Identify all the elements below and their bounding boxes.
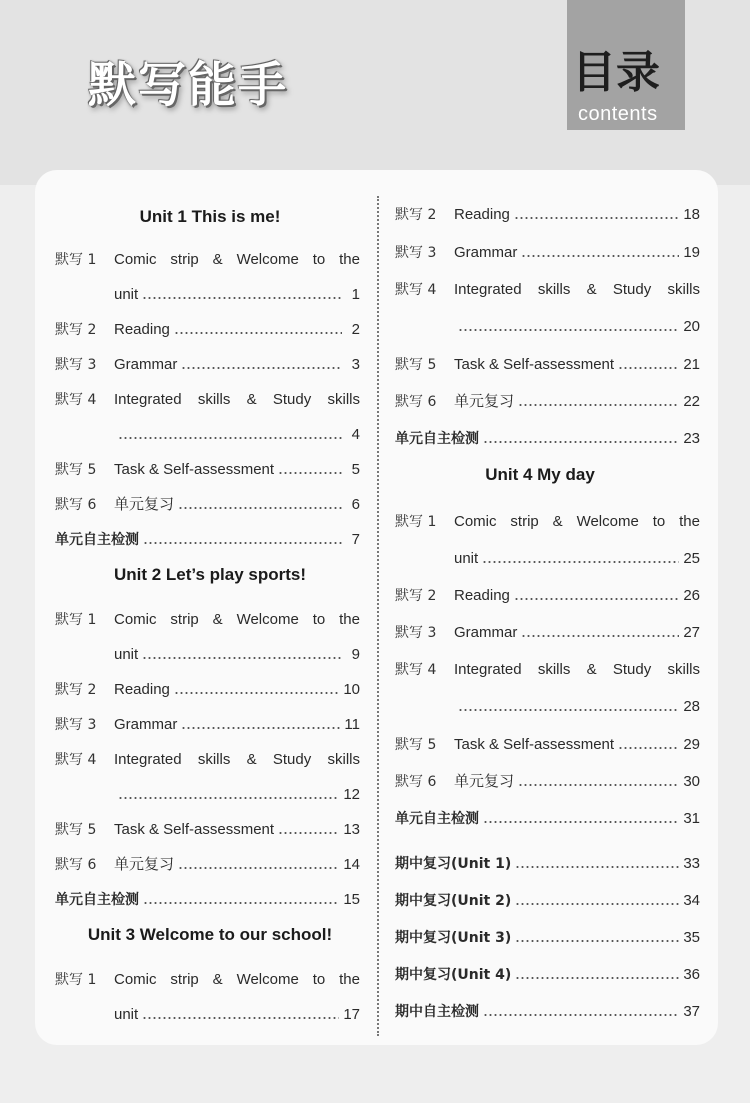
page-number: 31 [683,810,700,827]
toc-entry[interactable] [395,997,700,1027]
dot-leader [118,797,339,799]
page-number: 2 [351,321,360,338]
toc-entry[interactable] [395,960,700,990]
dot-leader [515,977,679,979]
page-number: 1 [351,286,360,303]
page-number: 3 [351,356,360,373]
exercise-number: 默写 2 [55,322,97,338]
entry-title: Integrated skills & Study skills [114,391,360,408]
page-number: 23 [683,430,700,447]
toc-entry[interactable] [114,280,360,310]
page-number: 28 [683,698,700,715]
unit-heading: Unit 1 This is me! [139,207,281,226]
page-number: 20 [683,318,700,335]
dot-leader [521,255,679,257]
toc-subtitle: contents [578,103,658,125]
toc-entry[interactable] [454,544,700,574]
column-divider [377,196,379,1036]
toc-entry[interactable] [454,312,700,342]
toc-entry[interactable] [114,640,360,670]
dot-leader [518,784,679,786]
entry-title: Reading [454,206,510,223]
page-number: 14 [343,856,360,873]
page-number: 36 [683,966,700,983]
exercise-number: 默写 5 [395,737,437,753]
exercise-number: 默写 1 [395,514,437,530]
page-number: 29 [683,736,700,753]
toc-entry[interactable] [395,804,700,834]
toc-entry[interactable] [395,581,700,611]
dot-leader [518,404,679,406]
exercise-number: 默写 6 [395,774,437,790]
dot-leader [482,561,679,563]
exercise-number: 默写 3 [55,357,97,373]
entry-title: Grammar [454,624,518,641]
dot-leader [618,747,679,749]
exercise-number: 默写 2 [395,207,437,223]
entry-title: unit [114,286,139,303]
toc-entry[interactable] [55,965,360,995]
entry-title: Integrated skills & Study skills [454,661,700,678]
entry-title: Comic strip & Welcome to the [114,611,360,628]
toc-entry[interactable] [395,424,700,454]
toc-entry[interactable] [55,850,360,880]
unit-heading: Unit 4 My day [485,465,595,484]
dot-leader [483,441,679,443]
toc-entry[interactable] [114,1000,360,1030]
dot-leader [483,821,679,823]
exercise-number: 默写 2 [395,588,437,604]
entry-title: Comic strip & Welcome to the [114,251,360,268]
toc-entry[interactable] [55,745,360,775]
page-number: 5 [351,461,360,478]
dot-leader [278,472,342,474]
entry-title: Reading [114,321,170,338]
page-number: 7 [351,531,360,548]
entry-title: 单元复习 [114,856,175,873]
entry-title: Reading [454,587,510,604]
toc-entry[interactable] [114,780,360,810]
entry-title: Task & Self-assessment [114,461,275,478]
page-number: 19 [683,244,700,261]
dot-leader [142,657,342,659]
toc-entry[interactable] [395,767,700,797]
entry-title: 单元复习 [454,393,515,410]
toc-entry[interactable] [55,315,360,345]
entry-title: unit [454,550,479,567]
entry-title: Task & Self-assessment [454,356,615,373]
page-number: 17 [343,1006,360,1023]
dot-leader [458,709,679,711]
toc-entry[interactable] [55,245,360,275]
page-number: 26 [683,587,700,604]
page-number: 4 [351,426,360,443]
entry-title: 单元复习 [454,773,515,790]
toc-entry[interactable] [395,618,700,648]
toc-entry[interactable] [395,200,700,230]
page-number: 13 [343,821,360,838]
page-number: 30 [683,773,700,790]
exercise-number: 默写 4 [55,392,97,408]
toc-title: 目录 [572,47,660,98]
dot-leader [178,867,339,869]
entry-title: 单元自主检测 [395,431,479,447]
entry-title: Grammar [114,356,178,373]
toc-entry[interactable] [55,350,360,380]
toc-entry[interactable] [395,849,700,879]
dot-leader [521,635,679,637]
toc-entry[interactable] [55,605,360,635]
page-number: 21 [683,356,700,373]
entry-title: Integrated skills & Study skills [114,751,360,768]
dot-leader [514,598,679,600]
toc-entry[interactable] [395,350,700,380]
unit-heading: Unit 3 Welcome to our school! [87,925,333,944]
dot-leader [142,1017,339,1019]
page-number: 10 [343,681,360,698]
dot-leader [174,332,342,334]
entry-title: 单元自主检测 [55,892,139,908]
exercise-number: 默写 6 [55,857,97,873]
brand-title: 默写能手 [88,57,289,113]
dot-leader [174,692,339,694]
dot-leader [143,542,342,544]
dot-leader [278,832,339,834]
toc-entry[interactable] [55,710,360,740]
entry-title: Task & Self-assessment [114,821,275,838]
exercise-number: 默写 5 [395,357,437,373]
page-number: 25 [683,550,700,567]
exercise-number: 默写 2 [55,682,97,698]
toc-entry[interactable] [55,885,360,915]
page-number: 22 [683,393,700,410]
toc-entry[interactable] [395,507,700,537]
entry-title: Comic strip & Welcome to the [114,971,360,988]
toc-entry[interactable] [395,238,700,268]
exercise-number: 默写 5 [55,462,97,478]
dot-leader [181,367,342,369]
exercise-number: 默写 5 [55,822,97,838]
dot-leader [118,437,342,439]
dot-leader [515,940,679,942]
exercise-number: 默写 6 [55,497,97,513]
entry-title: 期中复习(Unit 2) [395,893,512,909]
entry-title: 期中复习(Unit 4) [395,967,512,983]
entry-title: 期中复习(Unit 1) [395,856,512,872]
page-number: 34 [683,892,700,909]
page-number: 12 [343,786,360,803]
dot-leader [618,367,679,369]
toc-entry[interactable] [395,886,700,916]
page-number: 6 [351,496,360,513]
toc-entry[interactable] [55,815,360,845]
toc-entry[interactable] [55,490,360,520]
toc-entry[interactable] [114,420,360,450]
entry-title: Integrated skills & Study skills [454,281,700,298]
toc-entry[interactable] [395,275,700,305]
exercise-number: 默写 3 [395,245,437,261]
toc-entry[interactable] [55,525,360,555]
entry-title: 期中复习(Unit 3) [395,930,512,946]
dot-leader [514,217,679,219]
dot-leader [143,902,339,904]
unit-heading: Unit 2 Let’s play sports! [113,565,307,584]
toc-entry[interactable] [395,923,700,953]
dot-leader [483,1014,679,1016]
exercise-number: 默写 4 [395,282,437,298]
toc-entry[interactable] [395,387,700,417]
entry-title: Grammar [114,716,178,733]
exercise-number: 默写 6 [395,394,437,410]
toc-entry[interactable] [55,675,360,705]
toc-entry[interactable] [55,455,360,485]
exercise-number: 默写 3 [55,717,97,733]
entry-title: Comic strip & Welcome to the [454,513,700,530]
exercise-number: 默写 3 [395,625,437,641]
dot-leader [458,329,679,331]
entry-title: 单元自主检测 [55,532,139,548]
toc-entry[interactable] [454,692,700,722]
page-number: 18 [683,206,700,223]
dot-leader [515,903,679,905]
dot-leader [181,727,340,729]
exercise-number: 默写 1 [55,972,97,988]
entry-title: Task & Self-assessment [454,736,615,753]
entry-title: unit [114,1006,139,1023]
page-number: 27 [683,624,700,641]
page-number: 15 [343,891,360,908]
toc-entry[interactable] [395,655,700,685]
exercise-number: 默写 1 [55,252,97,268]
dot-leader [178,507,342,509]
entry-title: Reading [114,681,170,698]
page-number: 9 [351,646,360,663]
entry-title: 期中自主检测 [395,1004,479,1020]
dot-leader [515,866,679,868]
entry-title: Grammar [454,244,518,261]
page-number: 33 [683,855,700,872]
dot-leader [142,297,342,299]
toc-entry[interactable] [395,730,700,760]
exercise-number: 默写 4 [395,662,437,678]
page-number: 35 [683,929,700,946]
exercise-number: 默写 1 [55,612,97,628]
exercise-number: 默写 4 [55,752,97,768]
toc-entry[interactable] [55,385,360,415]
page-number: 37 [683,1003,700,1020]
page-number: 11 [344,716,360,733]
entry-title: 单元自主检测 [395,811,479,827]
entry-title: 单元复习 [114,496,175,513]
entry-title: unit [114,646,139,663]
